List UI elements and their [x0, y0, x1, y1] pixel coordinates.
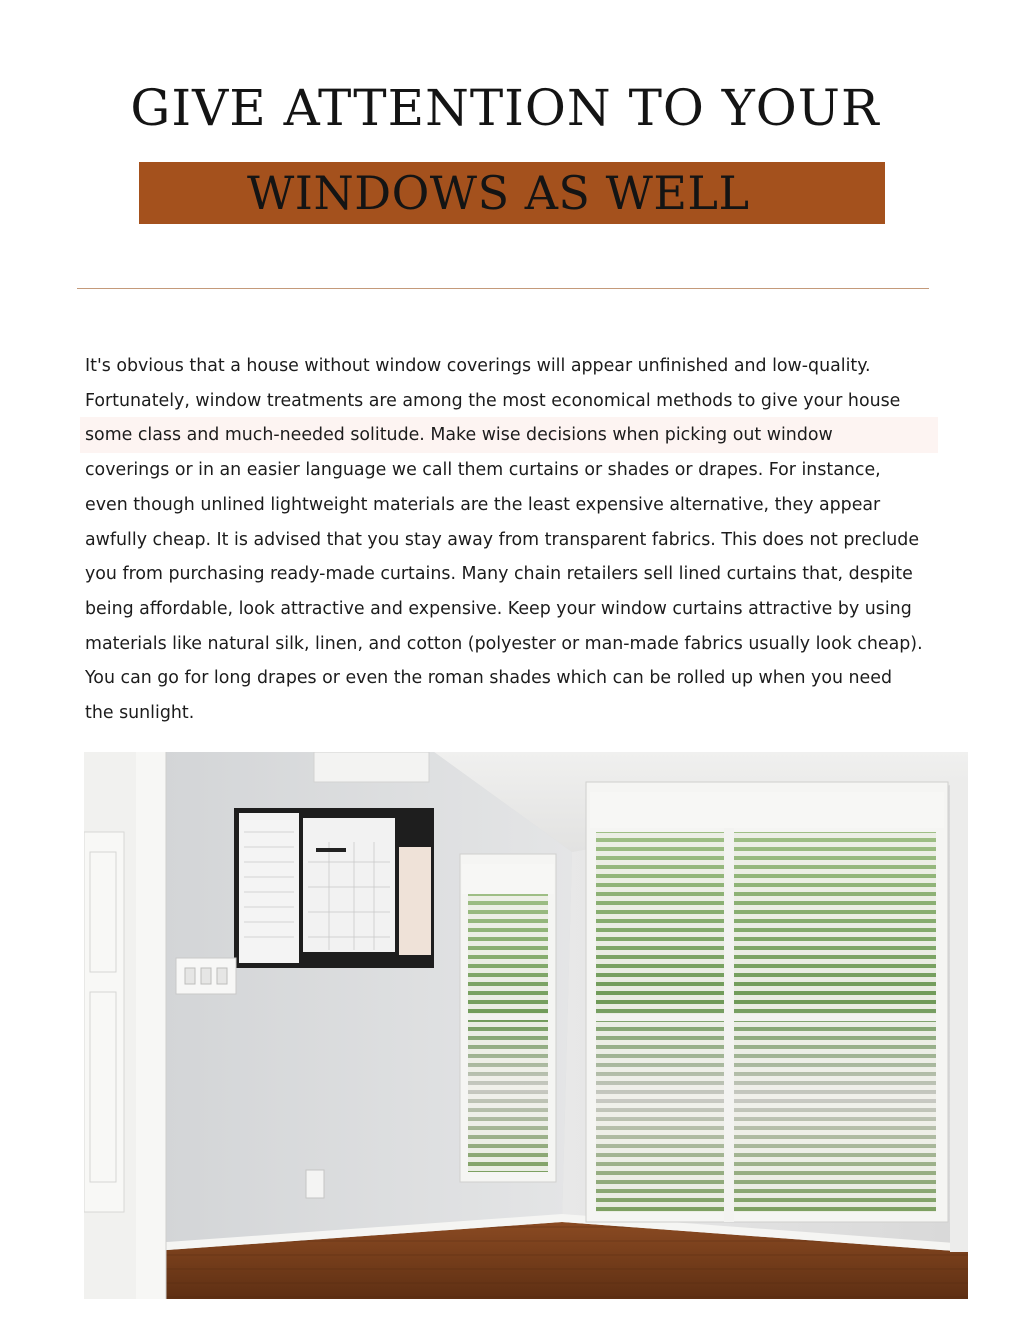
body-line: you from purchasing ready-made curtains. Many chain retailers sell lined curtains that, despite [85, 564, 913, 585]
body-line: the sunlight. [85, 703, 195, 724]
body-line: awfully cheap. It is advised that you stay away from transparent fabrics. This does not preclude [85, 529, 920, 550]
body-line: even though unlined lightweight materials are the least expensive alternative, they appear [85, 494, 881, 515]
body-line: some class and much-needed solitude. Make wise decisions when picking out window [85, 425, 833, 446]
room-photo [84, 752, 968, 1299]
section-divider [77, 288, 929, 289]
page-title-line-1: GIVE ATTENTION TO YOUR [130, 79, 880, 137]
body-line: It's obvious that a house without window coverings will appear unfinished and low-quality. [85, 356, 871, 376]
body-line: being affordable, look attractive and expensive. Keep your window curtains attractive by using [85, 598, 912, 619]
body-line: You can go for long drapes or even the roman shades which can be rolled up when you need [85, 668, 892, 689]
body-line: coverings or in an easier language we call them curtains or shades or drapes. For instance, [85, 460, 881, 481]
body-line: materials like natural silk, linen, and cotton (polyester or man-made fabrics usually look cheap). [85, 633, 923, 654]
page-title-line-2: WINDOWS AS WELL [247, 166, 750, 220]
room-illustration [84, 752, 968, 1299]
body-paragraph [85, 349, 975, 731]
body-line: Fortunately, window treatments are among the most economical methods to give your house [85, 390, 901, 411]
